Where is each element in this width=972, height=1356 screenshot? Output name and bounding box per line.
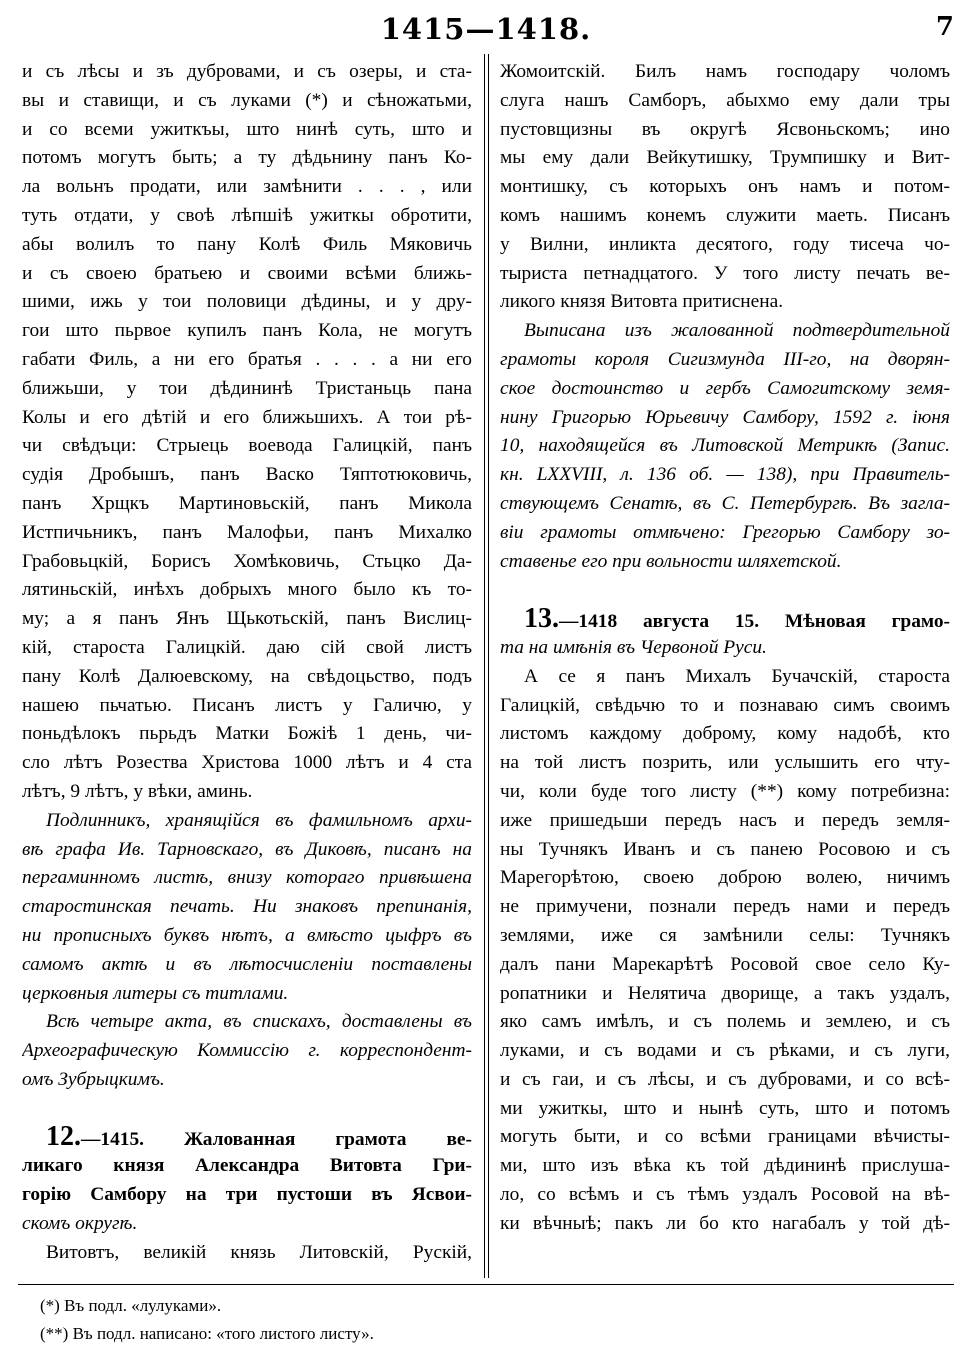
text-line: ближьши, у тои дѣдининѣ Тристаньць пана: [22, 377, 472, 399]
entry-heading-13: [500, 605, 950, 663]
entry-13-text: [500, 663, 950, 1239]
text-line: Марегорѣтою, своею доброю волею, ничимъ: [500, 867, 950, 889]
text-line: лѣтъ, 9 лѣтъ, у вѣки, аминь.: [22, 780, 253, 802]
footnotes: [40, 1292, 940, 1348]
entry-title-line: скомъ округѣ.: [22, 1212, 138, 1234]
text-line: и со всеми ужиткъы, што нинѣ суть, што и: [22, 118, 472, 140]
text-line: шими, ижь у тои половици дѣдины, и у дру-: [22, 291, 472, 313]
left-column: [22, 58, 472, 1270]
entry-title-line: —1418 августа 15. Мѣновая грамо-: [559, 611, 950, 633]
text-line: габати Филь, а ни его братья . . . . а ни его: [22, 348, 472, 370]
text-line: Колы и его дѣтій и его ближьшихъ. А тои рѣ-: [22, 406, 472, 428]
note-line: церковныя литеры съ титлами.: [22, 982, 289, 1004]
acts-note: [22, 1008, 472, 1094]
text-line: панъ Хрщкъ Мартиновьскій, панъ Микола: [22, 492, 472, 514]
text-line: землями, иже ся замѣнили селы: Тучнякъ: [500, 924, 950, 946]
text-line: луками, и съ водами и съ рѣками, и съ луги,: [500, 1040, 950, 1062]
note-line: 10, находящейся въ Литовской Метрикѣ (Запис.: [500, 435, 950, 457]
text-line: туть отдати, у своѣ лѣпшіѣ ужиткы обротити,: [22, 204, 472, 226]
text-line: вы и ставищи, и съ луками (*) и сѣножатьми,: [22, 89, 472, 111]
text-line: далъ пани Марекарѣтѣ Росовой свое село Ку-: [500, 953, 950, 975]
note-line: Подлинникъ, хранящійся въ фамильномъ архи-: [46, 809, 472, 831]
text-line: ми, што изъ вѣка къ той дѣдининѣ прислуша-: [500, 1155, 950, 1177]
footnote: (*) Въ подл. «лулуками».: [40, 1296, 222, 1315]
column-divider-right: [488, 54, 489, 1278]
text-line: чи свѣдъци: Стрыець воевода Галицкій, панъ: [22, 435, 472, 457]
section-gap: [500, 576, 950, 605]
note-line: Археографическую Коммиссію г. корреспондент-: [22, 1040, 472, 1062]
text-line: у Вилни, инликта десятого, году тисеча чо-: [500, 233, 950, 255]
text-line: ло, со всѣмъ и съ тѣмъ уздалъ Росовой на вѣ-: [500, 1184, 950, 1206]
text-line: ми ужиткы, што и нынѣ суть, што и потомъ: [500, 1097, 950, 1119]
text-line: судія Дробышъ, панъ Васко Тяптотюковичь,: [22, 464, 472, 486]
note-line: ставенье его при вольности шляхетской.: [500, 550, 842, 572]
note-line: ни прописныхъ буквъ нѣтъ, а вмѣсто цыфръ въ: [22, 924, 472, 946]
text-line: Галицкій, свѣдьчю то и познаваю симъ своимъ: [500, 694, 950, 716]
text-line: не примучени, познали передъ нами и передъ: [500, 896, 950, 918]
right-column: [500, 58, 950, 1270]
note-line: самомъ актѣ и въ лѣтосчисленіи поставлены: [22, 953, 472, 975]
text-line: ки вѣчныѣ; пакъ ли бо кто нагабалъ у той дѣ-: [500, 1212, 950, 1234]
text-line: ла вольнъ продати, или замѣнити . . . , или: [22, 176, 472, 198]
text-line: Грабовьцкій, Борисъ Хомѣковичь, Стьцко Да-: [22, 550, 472, 572]
text-line: Витовтъ, великій князь Литовскій, Рускій,: [46, 1241, 472, 1263]
note-line: віи грамоты отмѣчено: Грегорью Самбору зо-: [500, 521, 950, 543]
text-line: ропатники и Нелятича дворище, а такъ уздалъ,: [500, 982, 950, 1004]
note-line: нину Григорью Юрьевичу Самбору, 1592 г. іюня: [500, 406, 950, 428]
text-line: на той листъ позрить, или услышить его чту-: [500, 752, 950, 774]
text-line: ликого князя Витовта притиснена.: [500, 291, 784, 313]
note-line: Всѣ четыре акта, въ спискахъ, доставлены въ: [46, 1011, 472, 1033]
source-note: [22, 807, 472, 1009]
text-line: му; а я панъ Янъ Щькотьскій, панъ Вислиц-: [22, 608, 472, 630]
note-line: старостинская печать. Ни знаковъ препинанія,: [22, 896, 472, 918]
document-text-continued: [22, 58, 472, 807]
text-line: потомъ могутъ быть; а ту дѣдьнину панъ Ко-: [22, 147, 472, 169]
text-line: комъ нашимъ конемъ служити маеть. Писанъ: [500, 204, 950, 226]
section-gap: [22, 1095, 472, 1124]
note-line: пергаминномъ листѣ, внизу котораго привѣшена: [22, 867, 472, 889]
text-line: гои што пьрвое купилъ панъ Кола, не могутъ: [22, 320, 472, 342]
entry-title-line: —1415. Жалованная грамота ве-: [81, 1129, 472, 1151]
text-line: и съ своею братьею и своими всѣми ближь-: [22, 262, 472, 284]
page-number: 7: [935, 12, 954, 42]
note-line: ствующемъ Сенатѣ, въ С. Петербургѣ. Въ загла-: [500, 492, 950, 514]
entry-title-line: та на имѣнія въ Червоной Руси.: [500, 636, 767, 658]
text-line: кій, староста Галицкій. даю сій свой листъ: [22, 636, 472, 658]
text-line: монтишку, съ которыхъ онъ намъ и потом-: [500, 176, 950, 198]
text-line: могуть быти, и со всѣми границами вѣчисты-: [500, 1126, 950, 1148]
text-line: яко самъ имѣлъ, и съ полемь и землею, и съ: [500, 1011, 950, 1033]
text-line: сло лѣтъ Розества Христова 1000 лѣтъ и 4 ста: [22, 752, 472, 774]
entry-12-text: [500, 58, 950, 317]
text-line: поньдѣлокъ пьрьдъ Матки Божіѣ 1 день, чи-: [22, 723, 472, 745]
text-line: мы ему дали Вейкутишку, Трумпишку и Вит-: [500, 147, 950, 169]
text-line: листомъ каждому доброму, кому надобѣ, кто: [500, 723, 950, 745]
text-line: А се я панъ Михалъ Бучачскій, староста: [524, 665, 950, 687]
text-line: пану Колѣ Далюевскому, на свѣдоцьство, подъ: [22, 665, 472, 687]
text-line: слуга нашъ Самборъ, абыхмо ему дали тры: [500, 89, 950, 111]
text-line: иже пришедьши передъ насъ и передъ земля-: [500, 809, 950, 831]
text-line: и съ гаи, и съ лѣсы, и съ дубровами, и со всѣ-: [500, 1068, 950, 1090]
note-line: грамоты короля Сигизмунда III-го, на дворян-: [500, 348, 950, 370]
text-line: чи, коли буде того листу (**) кому потребизна:: [500, 780, 950, 802]
footnote-rule: [18, 1284, 954, 1285]
text-line: ны Тучнякъ Иванъ и съ панею Росовою и съ: [500, 838, 950, 860]
text-line: тыриста петнадцатого. У того листу печать ве-: [500, 262, 950, 284]
page-title: 1415—1418.: [380, 12, 592, 46]
note-line: омъ Зубрыцкимъ.: [22, 1068, 165, 1090]
text-line: нашею пьчатью. Писанъ листъ у Галичю, у: [22, 694, 472, 716]
entry-title-line: ликаго князя Александра Витовта Гри-: [22, 1155, 472, 1177]
footnote: (**) Въ подл. написано: «того листого листу».: [40, 1324, 374, 1343]
note-line: кн. LXXVIII, л. 136 об. — 138), при Правитель-: [500, 464, 950, 486]
column-divider-left: [484, 54, 485, 1278]
text-line: абы волилъ то пану Колѣ Филь Мяковичь: [22, 233, 472, 255]
text-line: лятиньскій, инѣхъ добрыхъ много было къ то-: [22, 579, 472, 601]
text-line: и съ лѣсы и зъ дубровами, и съ озеры, и ста-: [22, 61, 472, 82]
text-line: пустовщизны въ округѣ Ясвоньскомъ; ино: [500, 118, 950, 140]
source-note: [500, 317, 950, 576]
text-line: Жомоитскій. Билъ намъ господару чоломъ: [500, 61, 950, 82]
note-line: вѣ графа Ив. Тарновскаго, въ Диковѣ, писанъ на: [22, 838, 472, 860]
text-line: Истпичьникъ, панъ Малофьи, панъ Михалко: [22, 521, 472, 543]
entry-heading-12: [22, 1123, 472, 1238]
note-line: ское достоинство и гербъ Самогитскому земя-: [500, 377, 950, 399]
entry-title-line: горію Самбору на три пустоши въ Ясвои-: [22, 1184, 472, 1206]
note-line: Выписана изъ жалованной подтвердительной: [524, 320, 950, 342]
entry-number: 13.: [524, 605, 559, 634]
entry-number: 12.: [46, 1123, 81, 1153]
